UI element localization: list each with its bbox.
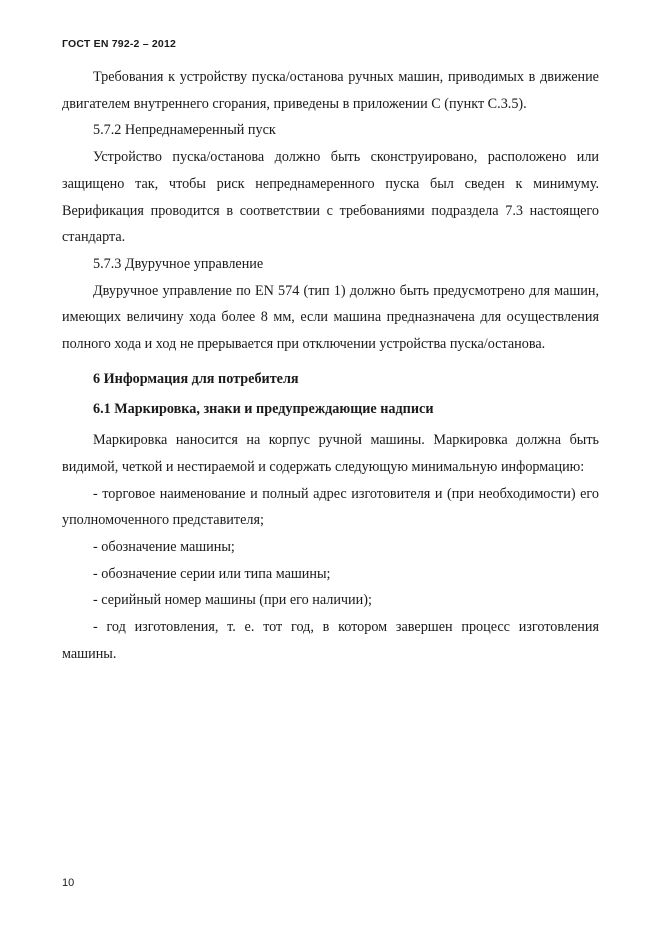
list-item-year: - год изготовления, т. е. тот год, в котором завершен процесс изготовления машины. [62, 619, 599, 662]
list-item-machine-designation: - обозначение машины; [93, 538, 235, 555]
page-number: 10 [62, 877, 75, 889]
section-5-7-2-title: 5.7.2 Непреднамеренный пуск [93, 122, 276, 139]
section-5-7-3-title: 5.7.3 Двуручное управление [93, 255, 264, 272]
section-6-heading: 6 Информация для потребителя [93, 370, 299, 387]
list-item-series-type: - обозначение серии или типа машины; [93, 565, 331, 582]
paragraph-two-hand-control: Двуручное управление по EN 574 (тип 1) должно быть предусмотрено для машин, имеющих величину хода более 8 мм, если машина предназначена для осуществления полного хода и ход не прерывается при отключении устройства пуска/останова. [62, 282, 599, 353]
document-code-header: ГОСТ EN 792-2 – 2012 [62, 38, 177, 50]
paragraph-unintended-start: Устройство пуска/останова должно быть сконструировано, расположено или защищено так, чтобы риск непреднамеренного пуска был сведен к минимуму. Верификация проводится в соответствии с требованиями подраздела 7.3 настоящего стандарта. [62, 149, 599, 246]
paragraph-start-stop-ice: Требования к устройству пуска/останова ручных машин, приводимых в движение двигателем внутреннего сгорания, приведены в приложении С (пункт С.3.5). [62, 69, 599, 112]
document-body [62, 64, 599, 667]
list-item-manufacturer: - торговое наименование и полный адрес изготовителя и (при необходимости) его уполномоченного представителя; [62, 485, 599, 529]
paragraph-marking: Маркировка наносится на корпус ручной машины. Маркировка должна быть видимой, четкой и нестираемой и содержать следующую минимальную информацию: [62, 432, 599, 475]
section-6-1-heading: 6.1 Маркировка, знаки и предупреждающие надписи [93, 401, 434, 418]
list-item-serial-number: - серийный номер машины (при его наличии); [93, 592, 372, 609]
